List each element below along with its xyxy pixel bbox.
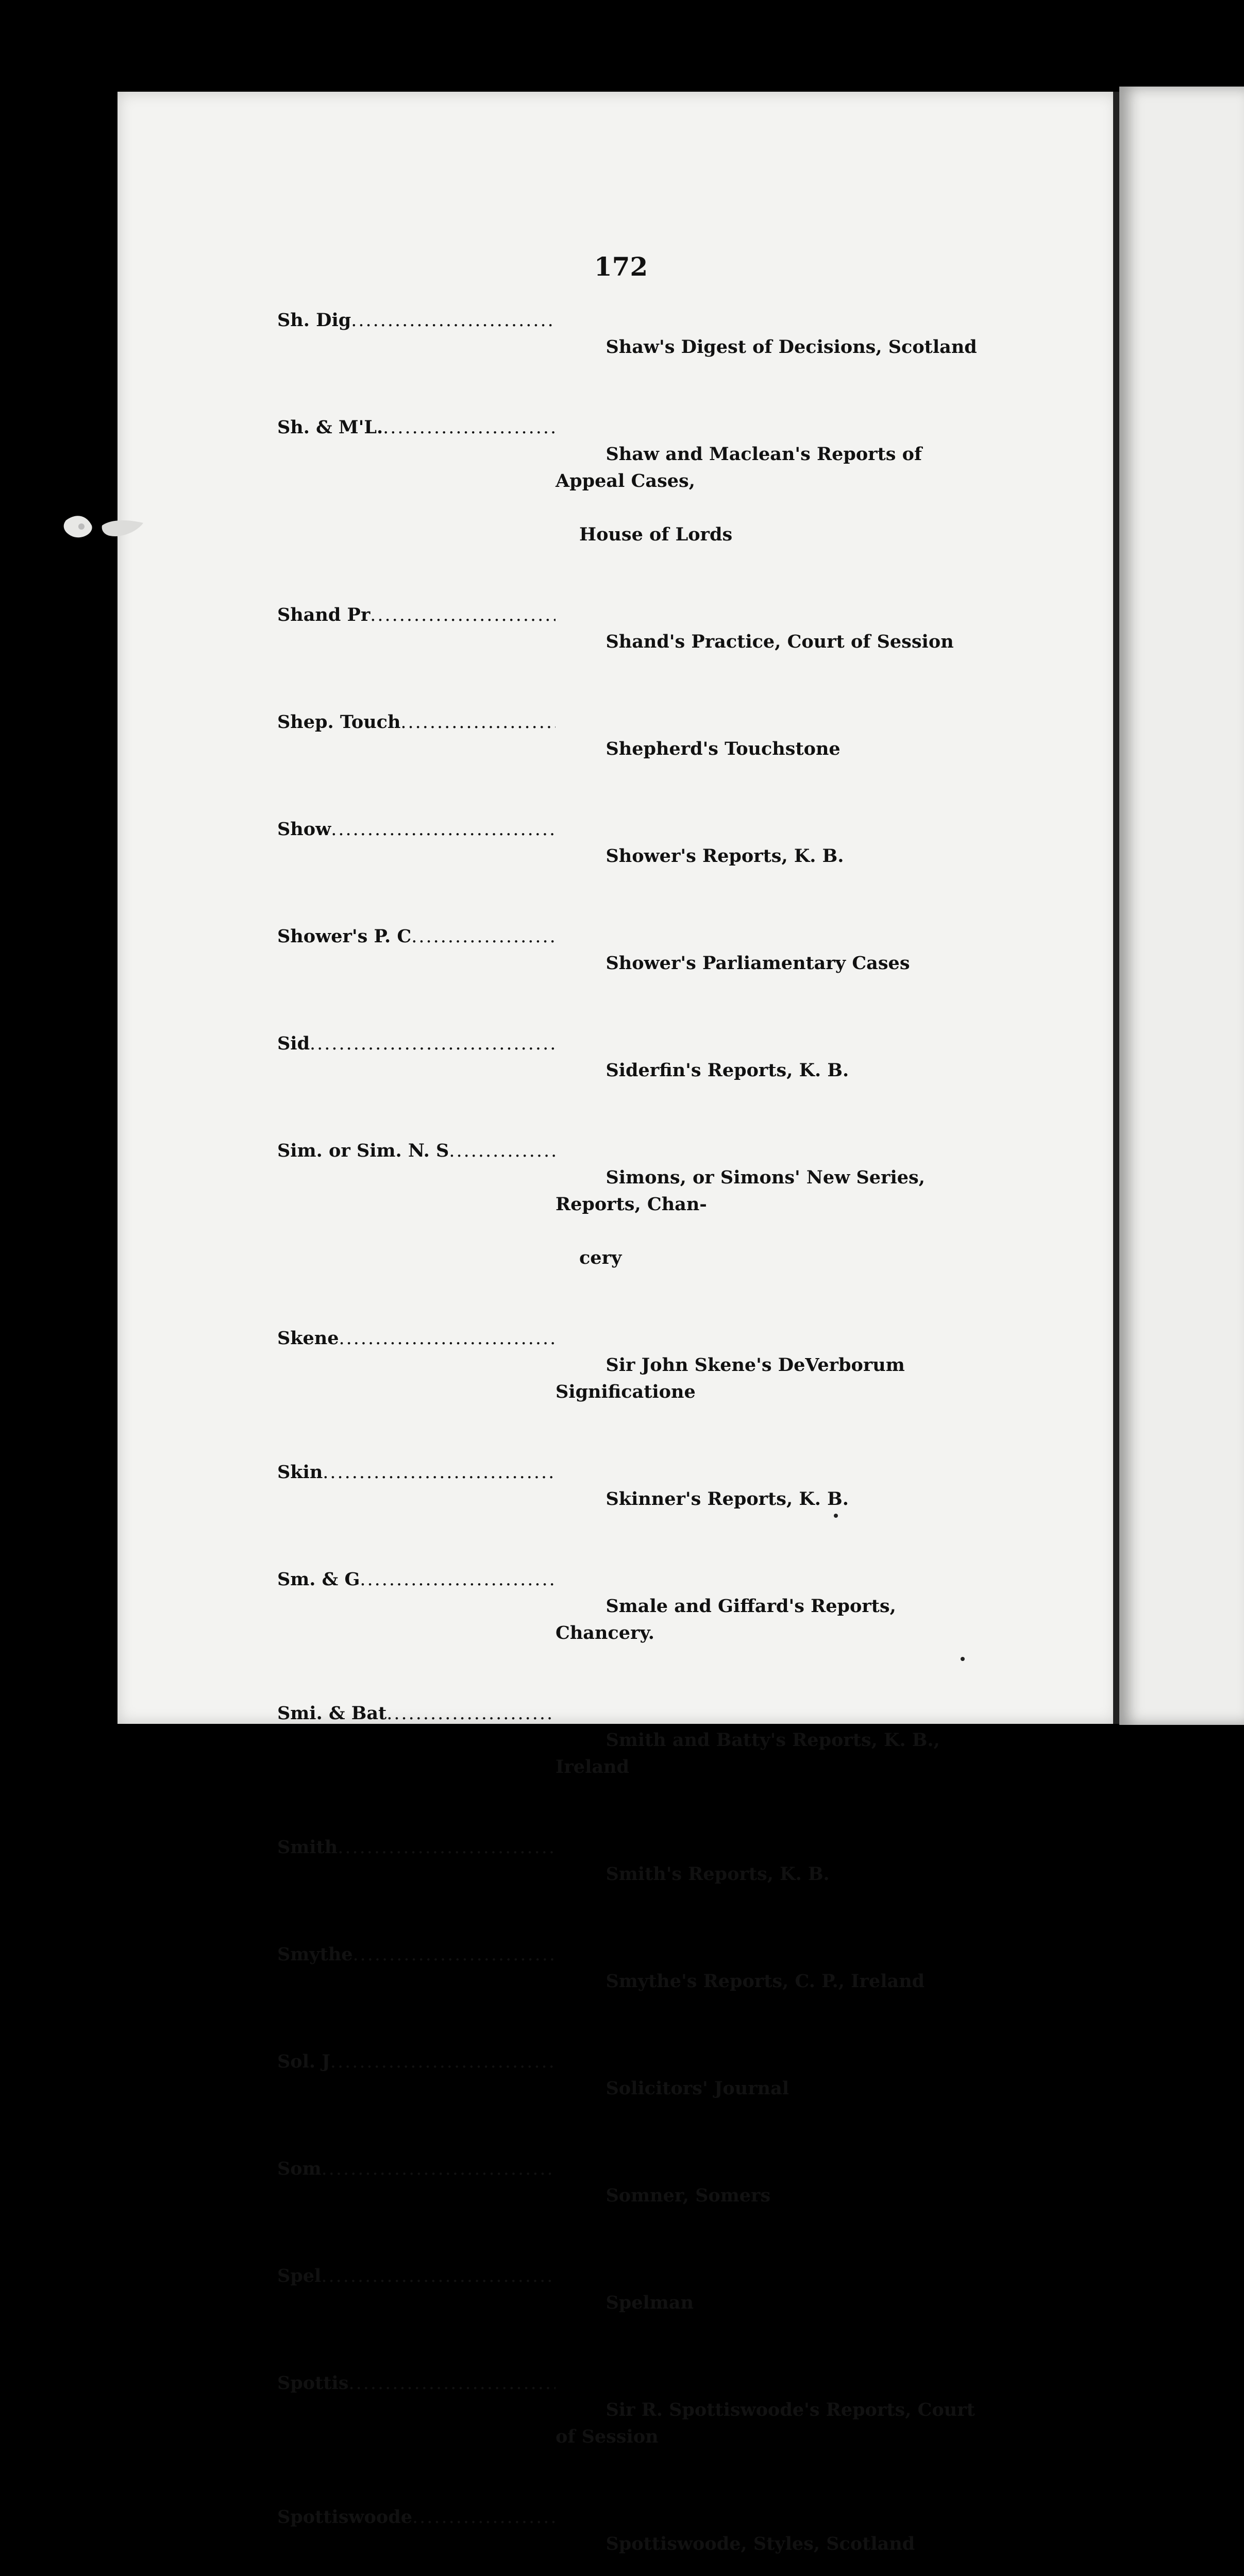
list-item [277, 923, 988, 1030]
meaning-text: Smythe's Reports, C. P., Ireland [606, 1971, 925, 1992]
abbreviation-cell [277, 1030, 556, 1057]
abbreviation: Sh. & M'L. [277, 417, 383, 438]
abbreviation-cell [277, 1459, 556, 1486]
dot-leader [330, 2048, 556, 2075]
dot-leader [360, 1566, 556, 1593]
abbreviation-cell [277, 1834, 556, 1861]
meaning-text: Shower's Reports, K. B. [606, 845, 844, 867]
meaning-text: Shaw and Maclean's Reports of Appeal Cases, [556, 444, 929, 492]
meaning-continuation: House of Lords [579, 524, 733, 545]
abbreviation: Show [277, 819, 331, 840]
list-item [277, 709, 988, 816]
meaning-text: Somner, Somers [606, 2185, 771, 2206]
meaning-text: Solicitors' Journal [606, 2078, 789, 2099]
dot-leader [338, 1834, 556, 1861]
list-item [277, 1459, 988, 1566]
abbreviation-meaning [556, 2048, 988, 2156]
dot-leader [449, 1138, 556, 1164]
ink-speck [834, 1514, 838, 1518]
abbreviation: Shand Pr [277, 604, 371, 625]
abbreviation: Sid [277, 1033, 310, 1054]
dot-leader [400, 709, 556, 736]
abbreviation-meaning [556, 307, 988, 414]
abbreviation-meaning [556, 1941, 988, 2048]
abbreviation: Smythe [277, 1944, 353, 1965]
list-item [277, 1325, 988, 1459]
abbreviation-meaning [556, 1030, 988, 1138]
dot-leader [331, 816, 556, 843]
dot-leader [321, 2263, 556, 2290]
list-item [277, 1941, 988, 2048]
meaning-text: Spottiswoode, Styles, Scotland [606, 2533, 915, 2554]
abbreviation: Skin [277, 1462, 323, 1483]
abbreviation-meaning [556, 2370, 988, 2504]
abbreviation: Skene [277, 1328, 339, 1349]
abbreviation-meaning [556, 1459, 988, 1566]
meaning-text: Spelman [606, 2292, 694, 2313]
abbreviation-cell [277, 2156, 556, 2182]
list-item [277, 2263, 988, 2370]
list-item [277, 1834, 988, 1941]
dot-leader [370, 602, 556, 629]
abbreviation: Sim. or Sim. N. S [277, 1140, 449, 1161]
abbreviation-cell [277, 2370, 556, 2397]
dot-leader [412, 2504, 556, 2531]
list-item [277, 1700, 988, 1834]
abbreviation: Smith [277, 1837, 338, 1858]
abbreviation-cell [277, 923, 556, 950]
list-item [277, 1138, 988, 1325]
meaning-text: Smith and Batty's Reports, K. B., Ireland [556, 1730, 946, 1777]
abbreviation: Spottiswoode [277, 2506, 412, 2528]
abbreviation-meaning [556, 1700, 988, 1834]
dot-leader [322, 2156, 556, 2182]
dot-leader [348, 2370, 556, 2397]
abbreviation: Sm. & G [277, 1569, 360, 1590]
list-item [277, 2504, 988, 2576]
list-item [277, 816, 988, 923]
adjacent-page [1119, 87, 1244, 1725]
list-item [277, 1030, 988, 1138]
meaning-text: Sir R. Spottiswoode's Reports, Court of Session [556, 2399, 982, 2447]
abbreviation: Spel [277, 2265, 322, 2286]
page-gutter [1113, 92, 1119, 1724]
abbreviation: Som [277, 2158, 322, 2179]
dot-leader [386, 1700, 556, 1727]
meaning-text: Simons, or Simons' New Series, Reports, Chan- [556, 1167, 932, 1215]
abbreviation-meaning [556, 1834, 988, 1941]
list-item [277, 2048, 988, 2156]
dot-leader [411, 923, 556, 950]
abbreviation: Sh. Dig [277, 310, 351, 331]
abbreviation-cell [277, 1941, 556, 1968]
abbreviation-meaning [556, 2156, 988, 2263]
abbreviation-meaning [556, 816, 988, 923]
dot-leader [339, 1325, 556, 1352]
abbreviation-meaning [556, 2504, 988, 2576]
abbreviation-meaning [556, 602, 988, 709]
dot-leader [353, 1941, 556, 1968]
list-item [277, 2370, 988, 2504]
meaning-text: Siderfin's Reports, K. B. [606, 1060, 849, 1081]
meaning-text: Smale and Giffard's Reports, Chancery. [556, 1596, 902, 1643]
abbreviation-cell [277, 1566, 556, 1593]
list-item [277, 414, 988, 602]
abbreviation: Shep. Touch [277, 711, 401, 733]
abbreviation-list [277, 307, 988, 2576]
meaning-continuation: cery [579, 1247, 622, 1268]
abbreviation: Shower's P. C [277, 926, 412, 947]
meaning-text: Sir John Skene's DeVerborum Significatione [556, 1354, 911, 1402]
meaning-text: Shaw's Digest of Decisions, Scotland [606, 336, 977, 358]
abbreviation-meaning [556, 414, 988, 602]
list-item [277, 2156, 988, 2263]
meaning-text: Shand's Practice, Court of Session [606, 631, 954, 652]
meaning-text: Smith's Reports, K. B. [606, 1863, 830, 1885]
abbreviation-meaning [556, 1138, 988, 1325]
abbreviation-meaning [556, 923, 988, 1030]
dot-leader [351, 307, 556, 334]
list-item [277, 602, 988, 709]
ink-speck [961, 1657, 965, 1661]
abbreviation-cell [277, 816, 556, 843]
abbreviation-meaning [556, 1566, 988, 1700]
abbreviation-cell [277, 709, 556, 736]
abbreviation-cell [277, 1138, 556, 1164]
abbreviation-cell [277, 2048, 556, 2075]
meaning-text: Skinner's Reports, K. B. [606, 1488, 849, 1510]
abbreviation-meaning [556, 709, 988, 816]
abbreviation-cell [277, 2263, 556, 2290]
abbreviation-cell [277, 1700, 556, 1727]
abbreviation: Spottis [277, 2372, 349, 2394]
abbreviation-cell [277, 1325, 556, 1352]
abbreviation-cell [277, 2504, 556, 2531]
dot-leader [323, 1459, 556, 1486]
abbreviation-cell [277, 602, 556, 629]
paper-damage-mark [61, 510, 148, 546]
abbreviation-meaning [556, 2263, 988, 2370]
list-item [277, 1566, 988, 1700]
abbreviation-cell [277, 307, 556, 334]
dot-leader [383, 414, 556, 441]
abbreviation-cell [277, 414, 556, 441]
abbreviation-meaning [556, 1325, 988, 1459]
meaning-text: Shower's Parliamentary Cases [606, 953, 910, 974]
list-item [277, 307, 988, 414]
dot-leader [310, 1030, 556, 1057]
meaning-text: Shepherd's Touchstone [606, 738, 840, 759]
page-number: 172 [594, 251, 648, 282]
abbreviation: Smi. & Bat [277, 1703, 387, 1724]
abbreviation: Sol. J [277, 2051, 330, 2072]
